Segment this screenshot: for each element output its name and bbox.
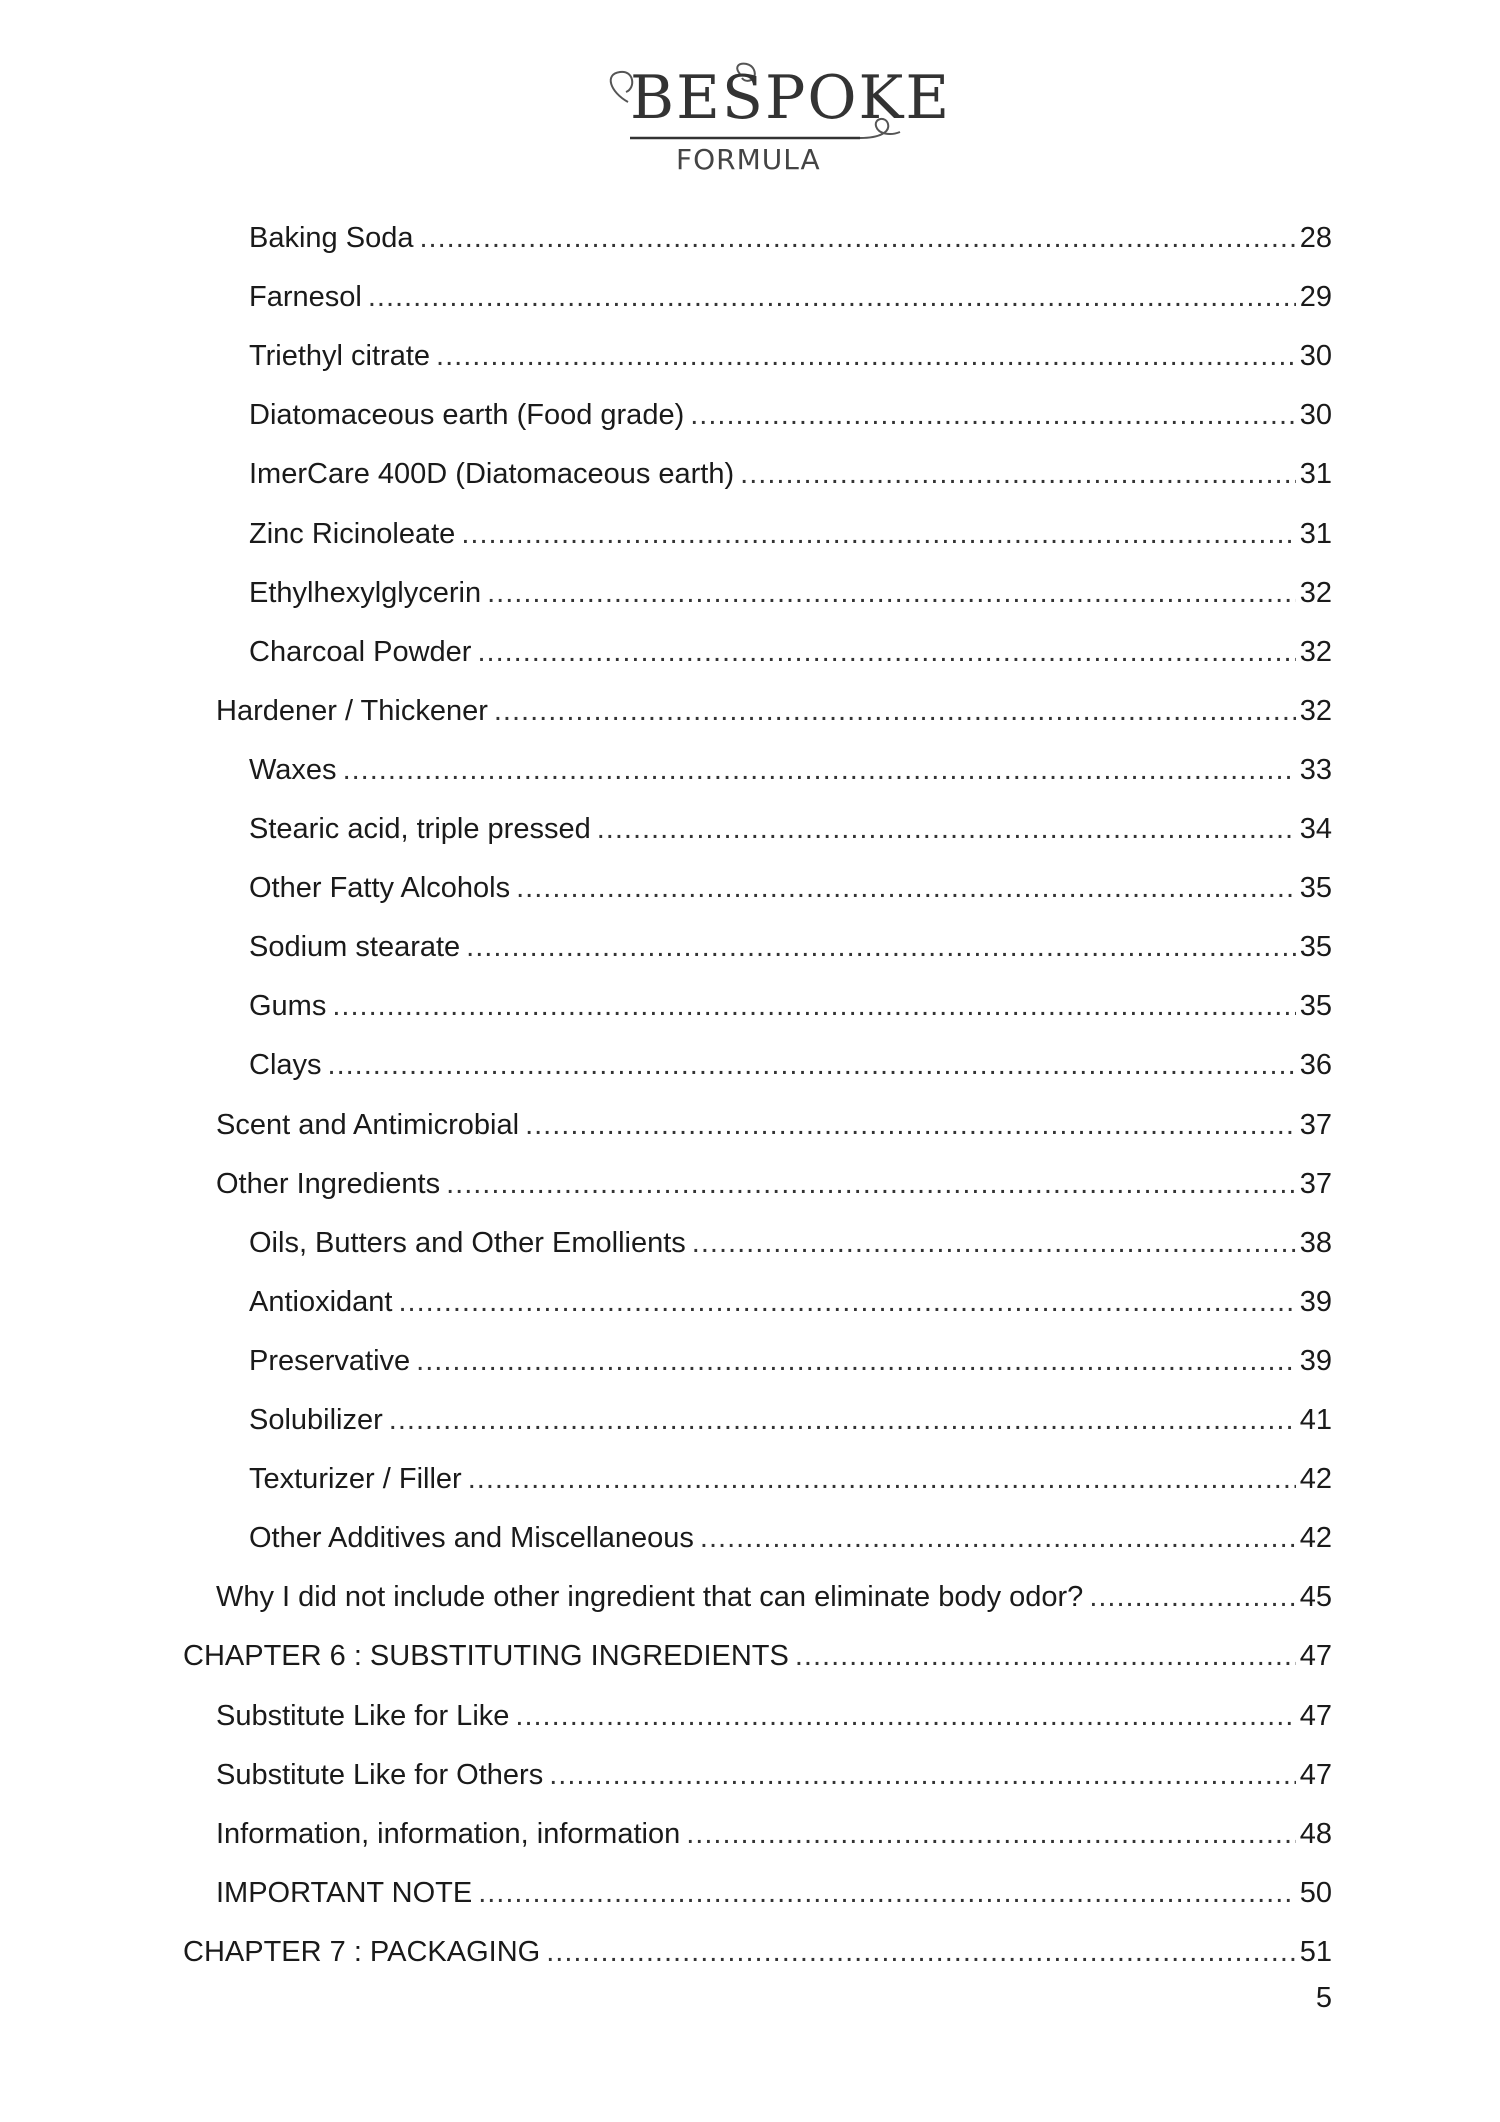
toc-entry-label: ImerCare 400D (Diatomaceous earth): [249, 458, 735, 490]
toc-dot-leader: [686, 1814, 1296, 1854]
toc-entry-page: 51: [1299, 1936, 1332, 1968]
toc-entry[interactable]: [249, 1341, 1332, 1381]
toc-dot-leader: [368, 277, 1296, 317]
toc-entry-label: Other Ingredients: [216, 1168, 441, 1200]
toc-entry-label: Farnesol: [249, 281, 362, 313]
toc-entry-label: Other Additives and Miscellaneous: [249, 1522, 694, 1554]
toc-entry-label: CHAPTER 7 : PACKAGING: [183, 1936, 541, 1968]
toc-entry[interactable]: [249, 986, 1332, 1026]
toc-entry-label: Why I did not include other ingredient that can eliminate body odor?: [216, 1581, 1084, 1613]
toc-entry-page: 36: [1299, 1049, 1332, 1081]
toc-entry-label: Charcoal Powder: [249, 636, 472, 668]
toc-dot-leader: [477, 632, 1295, 672]
toc-entry-page: 31: [1299, 458, 1332, 490]
toc-entry-page: 32: [1299, 636, 1332, 668]
toc-entry-label: Hardener / Thickener: [216, 695, 488, 727]
toc-entry[interactable]: [249, 514, 1332, 554]
toc-entry[interactable]: [183, 1636, 1332, 1676]
toc-entry[interactable]: [249, 218, 1332, 258]
toc-dot-leader: [461, 514, 1295, 554]
toc-entry-label: Gums: [249, 990, 327, 1022]
toc-entry-page: 29: [1299, 281, 1332, 313]
toc-entry-label: Substitute Like for Others: [216, 1759, 544, 1791]
page-number: 5: [1315, 1982, 1332, 2014]
toc-entry-label: Baking Soda: [249, 222, 414, 254]
toc-entry-label: Zinc Ricinoleate: [249, 518, 456, 550]
toc-entry[interactable]: [216, 1164, 1332, 1204]
toc-dot-leader: [515, 1696, 1295, 1736]
toc-entry-page: 35: [1299, 872, 1332, 904]
toc-entry-label: Triethyl citrate: [249, 340, 431, 372]
toc-entry-page: 34: [1299, 813, 1332, 845]
toc-dot-leader: [332, 986, 1295, 1026]
toc-entry-label: Solubilizer: [249, 1404, 383, 1436]
toc-entry[interactable]: [249, 1459, 1332, 1499]
toc-entry-page: 33: [1299, 754, 1332, 786]
toc-entry[interactable]: [249, 632, 1332, 672]
logo-sub-text: FORMULA: [676, 143, 821, 176]
toc-entry[interactable]: [249, 1282, 1332, 1322]
toc-dot-leader: [446, 1164, 1296, 1204]
toc-entry[interactable]: [216, 1105, 1332, 1145]
toc-entry-label: Texturizer / Filler: [249, 1463, 462, 1495]
toc-dot-leader: [740, 454, 1296, 494]
toc-entry[interactable]: [216, 691, 1332, 731]
toc-entry[interactable]: [249, 1400, 1332, 1440]
toc-dot-leader: [466, 927, 1296, 967]
toc-dot-leader: [487, 573, 1296, 613]
toc-entry[interactable]: [249, 454, 1332, 494]
toc-dot-leader: [525, 1105, 1296, 1145]
toc-dot-leader: [597, 809, 1296, 849]
toc-entry-page: 39: [1299, 1345, 1332, 1377]
toc-dot-leader: [692, 1223, 1296, 1263]
toc-dot-leader: [328, 1045, 1296, 1085]
toc-entry-page: 38: [1299, 1227, 1332, 1259]
toc-entry-label: Stearic acid, triple pressed: [249, 813, 591, 845]
toc-entry-page: 35: [1299, 990, 1332, 1022]
toc-entry-label: Clays: [249, 1049, 322, 1081]
toc-dot-leader: [436, 336, 1296, 376]
toc-entry[interactable]: [249, 395, 1332, 435]
toc-entry[interactable]: [216, 1814, 1332, 1854]
toc-entry-page: 47: [1299, 1700, 1332, 1732]
toc-entry-page: 32: [1299, 577, 1332, 609]
toc-entry-page: 48: [1299, 1818, 1332, 1850]
toc-dot-leader: [795, 1636, 1296, 1676]
toc-entry-label: Oils, Butters and Other Emollients: [249, 1227, 686, 1259]
toc-entry-page: 47: [1299, 1640, 1332, 1672]
toc-entry[interactable]: [216, 1873, 1332, 1913]
toc-entry-page: 31: [1299, 518, 1332, 550]
toc-dot-leader: [419, 218, 1295, 258]
toc-dot-leader: [494, 691, 1296, 731]
toc-entry-page: 50: [1299, 1877, 1332, 1909]
toc-entry-page: 30: [1299, 340, 1332, 372]
toc-entry-page: 35: [1299, 931, 1332, 963]
toc-entry-page: 32: [1299, 695, 1332, 727]
toc-entry-page: 28: [1299, 222, 1332, 254]
toc-entry-page: 42: [1299, 1522, 1332, 1554]
toc-dot-leader: [416, 1341, 1296, 1381]
toc-entry-page: 37: [1299, 1109, 1332, 1141]
toc-dot-leader: [516, 868, 1296, 908]
logo-brand-text: BESPOKE: [630, 63, 952, 133]
toc-dot-leader: [1089, 1577, 1295, 1617]
toc-entry-label: Ethylhexylglycerin: [249, 577, 482, 609]
toc-entry-page: 30: [1299, 399, 1332, 431]
toc-entry-label: Scent and Antimicrobial: [216, 1109, 520, 1141]
toc-entry-label: Waxes: [249, 754, 337, 786]
toc-entry[interactable]: [249, 573, 1332, 613]
toc-entry[interactable]: [249, 336, 1332, 376]
toc-dot-leader: [399, 1282, 1296, 1322]
toc-entry[interactable]: [216, 1696, 1332, 1736]
toc-entry-label: Other Fatty Alcohols: [249, 872, 511, 904]
toc-entry[interactable]: [249, 809, 1332, 849]
toc-entry[interactable]: [249, 1518, 1332, 1558]
toc-entry[interactable]: [216, 1577, 1332, 1617]
toc-entry-label: Substitute Like for Like: [216, 1700, 510, 1732]
toc-entry[interactable]: [249, 1045, 1332, 1085]
toc-dot-leader: [343, 750, 1296, 790]
toc-entry-label: Preservative: [249, 1345, 411, 1377]
toc-entry-label: Diatomaceous earth (Food grade): [249, 399, 685, 431]
toc-dot-leader: [468, 1459, 1296, 1499]
toc-dot-leader: [478, 1873, 1296, 1913]
toc-entry-page: 41: [1299, 1404, 1332, 1436]
toc-entry-label: Information, information, information: [216, 1818, 681, 1850]
toc-entry[interactable]: [183, 1932, 1332, 1972]
toc-entry-page: 47: [1299, 1759, 1332, 1791]
toc-dot-leader: [700, 1518, 1296, 1558]
toc-entry[interactable]: [249, 868, 1332, 908]
toc-entry-label: IMPORTANT NOTE: [216, 1877, 473, 1909]
toc-entry-page: 39: [1299, 1286, 1332, 1318]
toc-entry[interactable]: [249, 277, 1332, 317]
toc-dot-leader: [690, 395, 1296, 435]
bespoke-formula-logo: [590, 62, 952, 182]
toc-entry-page: 37: [1299, 1168, 1332, 1200]
toc-entry[interactable]: [249, 1223, 1332, 1263]
toc-dot-leader: [546, 1932, 1296, 1972]
toc-dot-leader: [549, 1755, 1296, 1795]
toc-entry-label: Sodium stearate: [249, 931, 461, 963]
toc-dot-leader: [389, 1400, 1296, 1440]
toc-entry-page: 45: [1299, 1581, 1332, 1613]
toc-entry[interactable]: [216, 1755, 1332, 1795]
toc-entry-label: Antioxidant: [249, 1286, 393, 1318]
toc-entry-label: CHAPTER 6 : SUBSTITUTING INGREDIENTS: [183, 1640, 789, 1672]
toc-entry-page: 42: [1299, 1463, 1332, 1495]
toc-entry[interactable]: [249, 927, 1332, 967]
toc-entry[interactable]: [249, 750, 1332, 790]
